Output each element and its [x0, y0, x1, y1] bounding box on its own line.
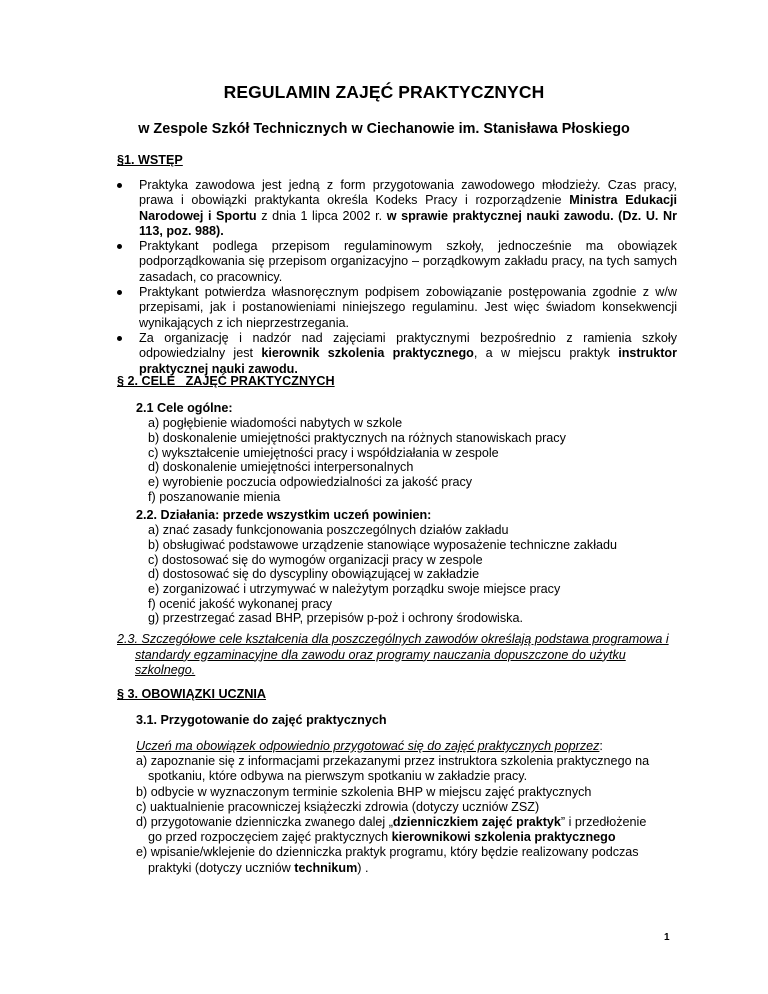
bullet-icon	[117, 244, 122, 249]
bullet-bold-text: instruktor praktycznej nauki zawodu.	[139, 346, 677, 376]
note-line: szkolnego.	[135, 663, 196, 678]
bullet-text: z dnia 1 lipca 2002 r.	[256, 208, 387, 223]
item-bold-text: technikum	[294, 860, 358, 875]
list-item: e) wyrobienie poczucia odpowiedzialności za jakość pracy	[148, 475, 473, 490]
student-duties	[136, 739, 677, 876]
intro-bullet-4	[117, 331, 677, 377]
list-item: d) doskonalenie umiejętności interpersonalnych	[148, 460, 414, 475]
intro-bullet-list	[117, 178, 677, 377]
bullet-icon	[117, 183, 122, 188]
bullet-text: Praktykant podlega przepisom regulaminowym szkoły, jednocześnie ma obowiązek podporządkowania się przepisom organizacyjno – porządkowym zakładu pracy, na tych samych zasadach, co pracownicy.	[139, 239, 677, 284]
bullet-bold-text: w sprawie praktycznej nauki zawodu. (Dz. U. Nr 113, poz. 988).	[139, 208, 677, 238]
duties-lead-text: Uczeń ma obowiązek odpowiednio przygotować się do zajęć praktycznych poprzez	[136, 739, 600, 753]
goals-general-title: 2.1 Cele ogólne:	[136, 401, 233, 415]
list-item: b) doskonalenie umiejętności praktycznych na różnych stanowiskach pracy	[148, 430, 566, 445]
document-title: REGULAMIN ZAJĘĆ PRAKTYCZNYCH	[223, 82, 545, 102]
bullet-bold-text: kierownik szkolenia praktycznego	[261, 346, 474, 361]
list-item: e) wpisanie/wklejenie do dzienniczka praktyk programu, który będzie realizowany podczas	[136, 845, 639, 860]
list-item: b) odbycie w wyznaczonym terminie szkolenia BHP w miejscu zajęć praktycznych	[136, 784, 592, 799]
section-3-heading: § 3. OBOWIĄZKI UCZNIA	[117, 687, 267, 701]
list-item: a) zapoznanie się z informacjami przekazanymi przez instruktora szkolenia praktycznego na	[136, 754, 650, 769]
list-item: c) wykształcenie umiejętności pracy i współdziałania w zespole	[148, 445, 499, 460]
bullet-text: Praktyka zawodowa jest jedną z form przygotowania zawodowego młodzieży. Czas pracy, prawa i obowiązki praktykanta określa Kodeks Pracy i rozporządzenie	[139, 178, 677, 208]
goals-actions	[136, 508, 677, 626]
page-number: 1	[664, 932, 670, 943]
list-item: c) dostosować się do wymogów organizacji pracy w zespole	[148, 552, 483, 567]
note-line: standardy egzaminacyjne dla zawodu oraz programy nauczania dopuszczone do użytku	[135, 647, 626, 662]
bullet-text: Praktykant potwierdza własnoręcznym podpisem zobowiązanie postępowania zgodnie z w/w przepisami, jak i postanowieniami niniejszego regulaminu. Jest więc świadom konsekwencji wynikających z ich nieprzestrzegania.	[139, 285, 677, 330]
bullet-text: , a w miejscu praktyk	[473, 346, 619, 361]
bullet-icon	[117, 336, 122, 341]
item-text: praktyki (dotyczy uczniów	[148, 860, 295, 875]
item-text: d) przygotowanie dzienniczka zwanego dalej „	[136, 815, 393, 830]
goals-actions-title: 2.2. Działania: przede wszystkim uczeń powinien:	[136, 508, 432, 522]
list-item: b) obsługiwać podstawowe urządzenie stanowiące wyposażenie techniczne zakładu	[148, 537, 618, 552]
bullet-icon	[117, 290, 122, 295]
item-bold-text: dzienniczkiem zajęć praktyk	[392, 815, 561, 830]
list-item: d) dostosować się do dyscypliny obowiązującej w zakładzie	[148, 567, 480, 582]
list-item: a) pogłębienie wiadomości nabytych w szkole	[148, 416, 403, 431]
duties-lead	[136, 739, 677, 754]
list-item: f) ocenić jakość wykonanej pracy	[148, 596, 333, 611]
detailed-goals-note	[117, 632, 677, 679]
list-item: e) zorganizować i utrzymywać w należytym porządku swoje miejsce pracy	[148, 582, 561, 597]
goals-general	[136, 401, 677, 504]
list-item-continuation: spotkaniu, które odbywa na pierwszym spotkaniu w zakładzie pracy.	[148, 769, 528, 784]
list-item: g) przestrzegać zasad BHP, przepisów p-poż i ochrony środowiska.	[148, 611, 523, 626]
item-text: go przed rozpoczęciem zajęć praktycznych	[148, 830, 392, 845]
intro-bullet-2	[117, 239, 677, 285]
list-item: f) poszanowanie mienia	[148, 489, 281, 504]
intro-bullet-1	[117, 178, 677, 239]
item-text: ) .	[357, 860, 369, 875]
item-text: ” i przedłożenie	[560, 815, 647, 830]
list-item-continuation	[136, 861, 677, 876]
section-2-heading: § 2. CELE ZAJĘĆ PRAKTYCZNYCH	[117, 374, 335, 388]
section-1-heading: §1. WSTĘP	[117, 153, 183, 167]
duties-lead-colon: :	[599, 739, 603, 753]
list-item	[136, 815, 677, 830]
bullet-bold-text: Ministra Edukacji Narodowej i Sportu	[139, 193, 677, 223]
list-item: c) uaktualnienie pracowniczej książeczki zdrowia (dotyczy uczniów ZSZ)	[136, 799, 540, 814]
list-item: a) znać zasady funkcjonowania poszczególnych działów zakładu	[148, 523, 509, 538]
note-line: 2.3. Szczegółowe cele kształcenia dla poszczególnych zawodów określają podstawa programowa i	[117, 632, 669, 646]
intro-bullet-3	[117, 285, 677, 331]
item-bold-text: kierownikowi szkolenia praktycznego	[391, 830, 616, 845]
document-subtitle: w Zespole Szkół Technicznych w Ciechanowie im. Stanisława Płoskiego	[138, 121, 630, 137]
bullet-text: Za organizację i nadzór nad zajęciami praktycznymi bezpośrednio z ramienia szkoły odpowiedzialny jest	[139, 330, 677, 361]
list-item-continuation	[136, 830, 677, 845]
subsection-3-1-title: 3.1. Przygotowanie do zajęć praktycznych	[136, 713, 387, 727]
